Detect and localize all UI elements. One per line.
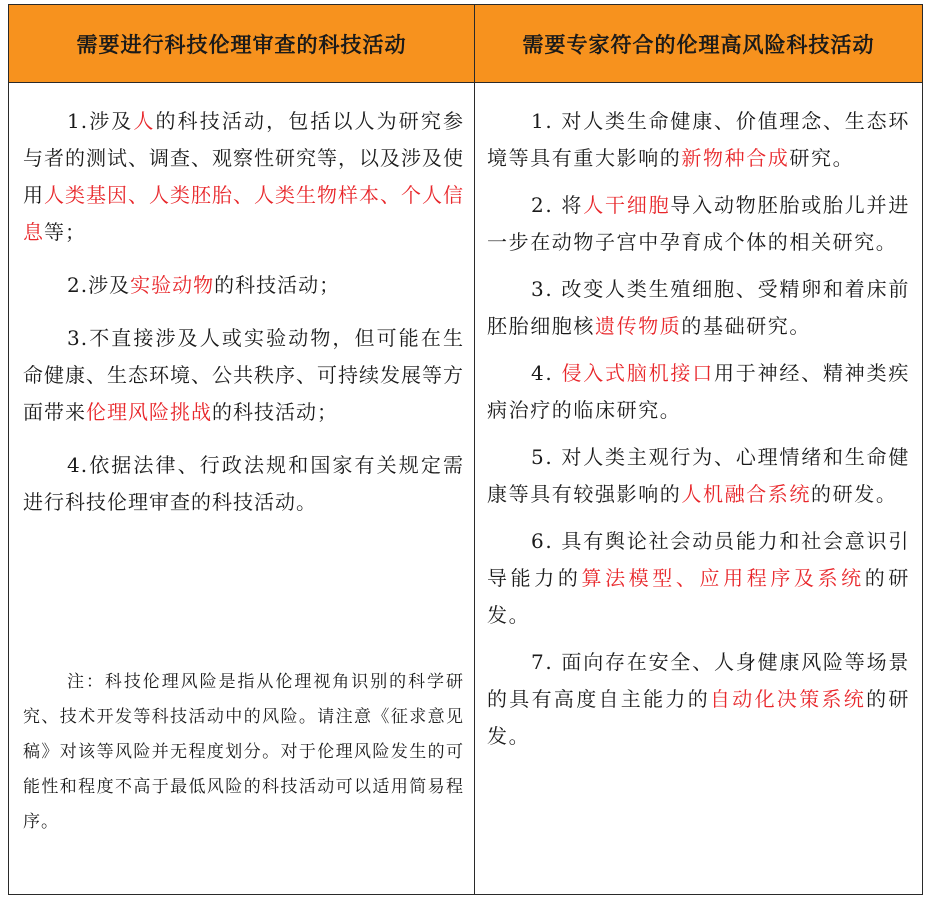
item-text: 的研发。 (487, 687, 911, 748)
left-column-cell (9, 83, 475, 894)
item-text: 3.不直接涉及人或实验动物，但可能在生命健康、生态环境、公共秩序、可持续发展等方面带来 (23, 326, 464, 424)
item-text: 研究。 (789, 146, 855, 170)
item-text: 5. 对人类主观行为、心理情绪和生命健康等具有较强影响的 (487, 445, 910, 506)
highlighted-term: 算法模型、应用程序及系统 (581, 566, 865, 590)
item-text: 2. 将 (531, 193, 584, 217)
item-text: 的研发。 (487, 566, 911, 627)
review-activity-item (23, 320, 464, 431)
review-activities-list (23, 103, 464, 521)
highlighted-term: 实验动物 (130, 273, 215, 297)
item-text: 2.涉及 (67, 273, 131, 297)
item-text: 7. 面向存在安全、人身健康风险等场景的具有高度自主能力的 (487, 650, 910, 711)
item-text: 的科技活动，包括以人为研究参与者的测试、调查、观察性研究等，以及涉及使用 (23, 109, 465, 207)
item-text: 的研发。 (811, 482, 898, 506)
item-text: 4.依据法律、行政法规和国家有关规定需进行科技伦理审查的科技活动。 (23, 453, 464, 514)
review-activity-item (23, 447, 464, 521)
highlighted-term: 人类基因、人类胚胎、人类生物样本、个人信息 (23, 183, 464, 244)
high-risk-activity-item (487, 644, 910, 755)
right-column-header: 需要专家符合的伦理高风险科技活动 (475, 5, 922, 83)
high-risk-activity-item (487, 187, 910, 261)
highlighted-term: 人干细胞 (583, 193, 671, 217)
highlighted-term: 伦理风险挑战 (86, 400, 212, 424)
highlighted-term: 新物种合成 (681, 146, 790, 170)
item-text: 1.涉及 (67, 109, 134, 133)
highlighted-term: 侵入式脑机接口 (561, 361, 715, 385)
highlighted-term: 遗传物质 (595, 314, 682, 338)
high-risk-activity-item (487, 103, 910, 177)
item-text: 4. (531, 361, 562, 385)
review-activity-item (23, 267, 464, 304)
item-text: 6. 具有舆论社会动员能力和社会意识引导能力的 (487, 529, 910, 590)
highlighted-term: 人 (133, 109, 156, 133)
item-text: 的科技活动； (212, 400, 338, 424)
item-text: 等； (44, 220, 86, 244)
high-risk-activity-item (487, 523, 910, 634)
high-risk-activity-item (487, 355, 910, 429)
item-text: 3. 改变人类生殖细胞、受精卵和着床前胚胎细胞核 (487, 277, 910, 338)
footnote: 注：科技伦理风险是指从伦理视角识别的科学研究、技术开发等科技活动中的风险。请注意《征求意见稿》对该等风险并无程度划分。对于伦理风险发生的可能性和程度不高于最低风险的科技活动可以适用简易程序。 (23, 672, 464, 832)
highlighted-term: 人机融合系统 (681, 482, 812, 506)
right-column-cell (475, 83, 922, 894)
high-risk-activity-item (487, 271, 910, 345)
high-risk-activities-list (487, 103, 910, 755)
highlighted-term: 自动化决策系统 (710, 687, 867, 711)
item-text: 用于神经、精神类疾病治疗的临床研究。 (487, 361, 910, 422)
left-column-header: 需要进行科技伦理审查的科技活动 (9, 5, 475, 83)
item-text: 的科技活动； (214, 273, 341, 297)
item-text: 导入动物胚胎或胎儿并进一步在动物子宫中孕育成个体的相关研究。 (487, 193, 910, 254)
review-activity-item (23, 103, 464, 251)
item-text: 1. 对人类生命健康、价值理念、生态环境等具有重大影响的 (487, 109, 910, 170)
high-risk-activity-item (487, 439, 910, 513)
item-text: 的基础研究。 (681, 314, 812, 338)
ethics-review-table (8, 4, 923, 895)
